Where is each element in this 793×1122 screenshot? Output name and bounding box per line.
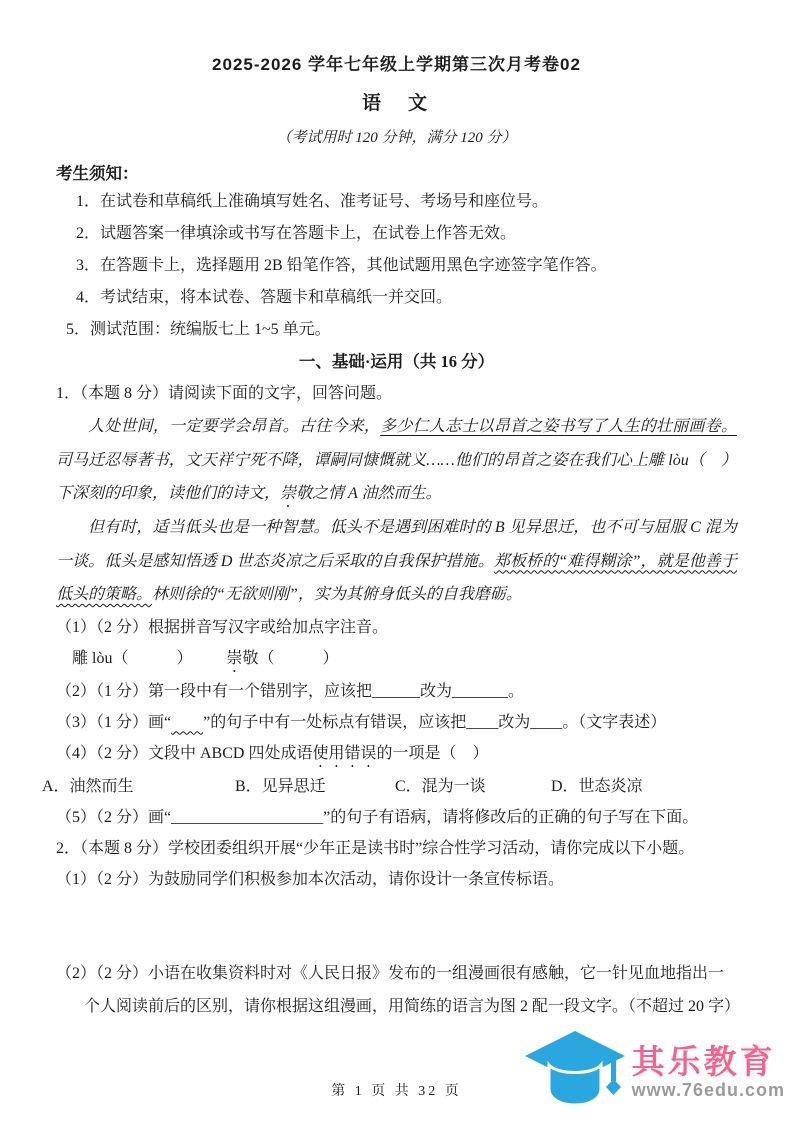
question-1-2: （2）（1 分）第一段中有一个错别字，应该把______改为_______。 (56, 682, 525, 700)
question-text: （5）（2 分）画“ (56, 808, 172, 826)
option-d: D．世态炎凉 (551, 777, 643, 795)
pinyin-item-diao-lou: 雕 lòu（ ） (72, 649, 193, 667)
passage-paragraph-2 (56, 511, 737, 612)
notice-item-3: 3．在答题卡上，选择题用 2B 铅笔作答，其他试题用黑色字迹签字笔作答。 (76, 257, 607, 274)
dotted-character: 崇 (280, 485, 297, 502)
question-text: 的一项是（ ） (376, 744, 489, 762)
answer-writing-space (56, 895, 737, 957)
question-1-5 (56, 802, 737, 833)
pinyin-item-chongjing: 敬（ ） (242, 649, 339, 667)
graduation-cap-icon (523, 1029, 627, 1114)
notice-item-2: 2．试题答案一律填涂或书写在答题卡上，在试卷上作答无效。 (76, 225, 517, 242)
brand-logo (523, 1029, 785, 1114)
question-text: ”的句子有语病，请将修改后的正确的句子写在下面。 (323, 808, 699, 826)
option-b: B．见异思迁 (235, 777, 326, 795)
passage-text: 林则徐的“无欲则刚”，实为其俯身低头的自我磨砺。 (152, 586, 522, 603)
brand-url: www.76edu.com (631, 1079, 785, 1100)
dotted-character: 崇 (226, 649, 243, 667)
question-1-3 (56, 707, 737, 738)
brand-name: 其乐教育 (631, 1042, 776, 1080)
notice-item-5: 5．测试范围：统编版七上 1~5 单元。 (66, 321, 331, 338)
option-c: C．混为一谈 (395, 777, 486, 795)
long-blank: ___________________ (171, 808, 324, 826)
question-2-2: （2）（2 分）小语在收集资料时对《人民日报》发布的一组漫画很有感触，它一针见血地指出一个人阅读前后的区别，请你根据这组漫画，用简练的语言为图 2 配一段文字。（不超过 20 字） (56, 964, 741, 1015)
question-text: （4）（2 分）文段中 ABCD 四处成语 (56, 744, 313, 762)
question-1-1: （1）（2 分）根据拼音写汉字或给加点字注音。 (56, 618, 389, 636)
question-1-stem: 1．（本题 8 分）请阅读下面的文字，回答问题。 (56, 385, 393, 402)
brand-text-block (631, 1042, 785, 1100)
passage-text: 敬之情 A 油然而生。 (296, 485, 442, 502)
notice-item-1: 1．在试卷和草稿纸上准确填写姓名、准考证号、考场号和座位号。 (76, 193, 549, 210)
exam-duration-info: （考试用时 120 分钟，满分 120 分） (276, 130, 517, 146)
option-a: A．油然而生 (42, 777, 134, 795)
page-number: 第 1 页 共 32 页 (331, 1084, 462, 1099)
question-text: （3）（1 分）画“ (56, 713, 172, 731)
underlined-sentence: 多少仁人志士以昂首之姿书写了人生的壮丽画卷。 (380, 418, 737, 435)
question-2-1: （1）（2 分）为鼓励同学们积极参加本次活动，请你设计一条宣传标语。 (56, 870, 565, 888)
pinyin-answer-line (56, 643, 737, 676)
question-1-4 (56, 738, 737, 771)
notice-item-4: 4．考试结束，将本试卷、答题卡和草稿纸一并交回。 (76, 289, 453, 306)
passage-text: 但有时，适当低头也是一种智慧。低头不是遇到困难时的 B 见异思迁，也不可与屈服 C 混为一谈。低头是感知悟透 D 世态炎凉之后采取的自我保护措施。 (56, 519, 737, 570)
wavy-blank (171, 714, 203, 731)
question-2-stem: 2．（本题 8 分）学校团委组织开展“少年正是读书时”综合性学习活动，请你完成以下小题。 (56, 839, 695, 857)
question-text: ”的句子中有一处标点有错误，应该把____改为____。（文字表述） (203, 713, 667, 731)
reading-passage (56, 410, 737, 612)
notice-heading: 考生须知： (56, 164, 139, 183)
wavy-underlined-sentence: 郑板桥的“难得糊涂”，就是他善于低头的策略。 (56, 552, 737, 603)
section-heading: 一、基础·运用（共 16 分） (298, 352, 495, 371)
passage-text: 人处世间，一定要学会昂首。古往今来， (88, 418, 381, 435)
passage-paragraph-1 (56, 410, 737, 511)
dotted-phrase: 使用错误 (312, 744, 377, 762)
subject-title: 语 文 (361, 93, 431, 114)
passage-text: 司马迁忍辱著书，文天祥宁死不降，谭嗣同慷慨就义……他们的昂首之姿在我们心上雕 lòu（ ）下深刻的印象，读他们的诗文， (56, 451, 737, 502)
choice-options (42, 771, 737, 802)
page-title: 2025-2026 学年七年级上学期第三次月考卷02 (212, 55, 581, 74)
